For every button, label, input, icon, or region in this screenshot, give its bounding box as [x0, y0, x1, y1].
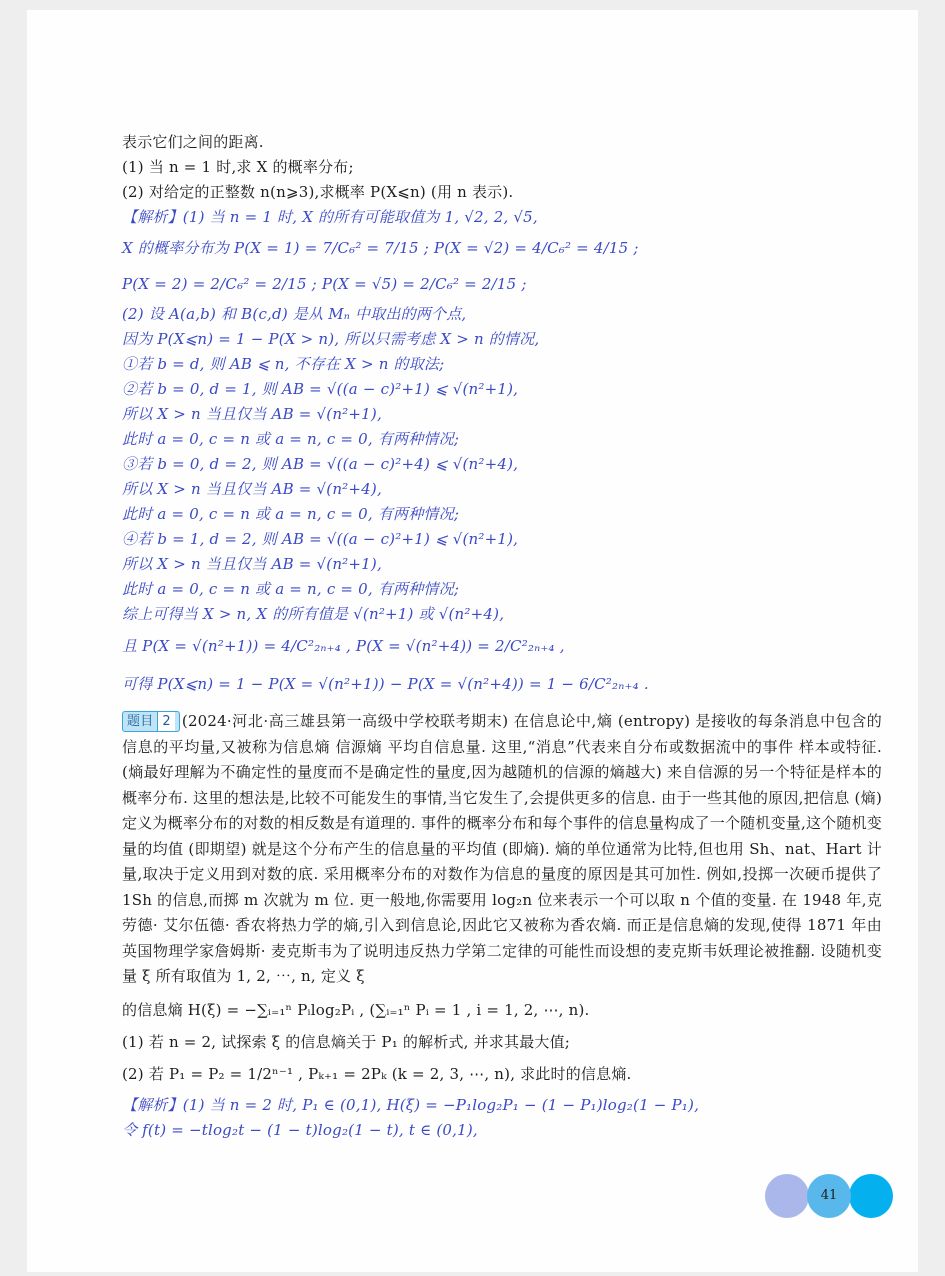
- problem1-tail-line: 表示它们之间的距离.: [122, 133, 264, 151]
- decor-circle: [849, 1174, 893, 1218]
- problem2-text: [122, 709, 882, 990]
- problem2-body: (2024·河北·高三雄县第一高级中学校联考期末) 在信息论中,熵 (entropy) 是接收的每条消息中包含的信息的平均量,又被称为信息熵 信源熵 平均自信息量. 这里,“消息”代表来自分布或数据流中的事件 样本或特征. (熵最好理解为不确定性的量度而不是确定性的量度,因为越随机的信源的熵越大) 来自信源的另一个特征是样本的概率分布. 这里的想法是,比较不可能发生的事情,当它发生了,会提供更多的信息. 由于一些其他的原因,把信息 (熵) 定义为概率分布的对数的相反数是有道理的. 事件的概率分布和每个事件的信息量构成了一个随机变量,这个随机变量的均值 (即期望) 就是这个分布产生的信息量的平均值 (即熵). 熵的单位通常为比特,但也用 Sh、nat、Hart 计量,取决于定义用到对数的底. 采用概率分布的对数作为信息的量度的原因是其可加性. 例如,投掷一次硬币提供了 1Sh 的信息,而掷 m 次就为 m 位. 更一般地,你需要用 log₂n 位来表示一个可以取 n 个值的变量. 在 1948 年,克劳德· 艾尔伍德· 香农将热力学的熵,引入到信息论,因此它又被称为香农熵. 而正是信息熵的发现,使得 1871 年由英国物理学家詹姆斯· 麦克斯韦为了说明违反热力学第二定律的可能性而设想的麦克斯韦妖理论被推翻. 设随机变量 ξ 所有取值为 1, 2, ⋯, n, 定义 ξ: [122, 712, 882, 985]
- solution1-line: ④若 b = 1, d = 2, 则 AB = √((a − c)²+1) ⩽ √(n²+1),: [122, 530, 519, 548]
- solution2-line: 令 f(t) = −tlog₂t − (1 − t)log₂(1 − t), t ∈ (0,1),: [122, 1120, 478, 1139]
- document-page: [27, 10, 918, 1272]
- solution1-line: 此时 a = 0, c = n 或 a = n, c = 0, 有两种情况;: [122, 505, 460, 523]
- solution1-line: ②若 b = 0, d = 1, 则 AB = √((a − c)²+1) ⩽ √(n²+1),: [122, 380, 519, 398]
- solution1-line: ③若 b = 0, d = 2, 则 AB = √((a − c)²+4) ⩽ √(n²+4),: [122, 455, 519, 473]
- solution1-line: 所以 X > n 当且仅当 AB = √(n²+1),: [122, 405, 382, 423]
- page-number-badge: [765, 1174, 895, 1220]
- page-number: 41: [820, 1188, 838, 1203]
- solution1-line: 【解析】(1) 当 n = 1 时, X 的所有可能取值为 1, √2, 2, √5,: [122, 208, 538, 226]
- problem1-question-2: (2) 对给定的正整数 n(n⩾3),求概率 P(X⩽n) (用 n 表示).: [122, 183, 514, 201]
- solution1-line: X 的概率分布为 P(X = 1) = 7/C₆² = 7/15 ; P(X = √2) = 4/C₆² = 4/15 ;: [122, 239, 639, 257]
- solution1-line: 综上可得当 X > n, X 的所有值是 √(n²+1) 或 √(n²+4),: [122, 605, 505, 623]
- solution1-line: (2) 设 A(a,b) 和 B(c,d) 是从 Mₙ 中取出的两个点,: [122, 305, 467, 323]
- solution1-line: 此时 a = 0, c = n 或 a = n, c = 0, 有两种情况;: [122, 580, 460, 598]
- problem2-question-2: (2) 若 P₁ = P₂ = 1/2ⁿ⁻¹ , Pₖ₊₁ = 2Pₖ (k = 2, 3, ⋯, n), 求此时的信息熵.: [122, 1064, 632, 1083]
- badge-label: 题目: [127, 714, 154, 729]
- problem2-question-1: (1) 若 n = 2, 试探索 ξ 的信息熵关于 P₁ 的解析式, 并求其最大值;: [122, 1032, 571, 1051]
- solution1-line: 所以 X > n 当且仅当 AB = √(n²+1),: [122, 555, 382, 573]
- solution1-line: 因为 P(X⩽n) = 1 − P(X > n), 所以只需考虑 X > n 的情况,: [122, 330, 540, 348]
- solution1-line: ①若 b = d, 则 AB ⩽ n, 不存在 X > n 的取法;: [122, 355, 445, 373]
- solution1-line: P(X = 2) = 2/C₆² = 2/15 ; P(X = √5) = 2/C₆² = 2/15 ;: [122, 275, 527, 293]
- problem2-definition: 的信息熵 H(ξ) = −∑ᵢ₌₁ⁿ Pᵢlog₂Pᵢ , (∑ᵢ₌₁ⁿ Pᵢ = 1 , i = 1, 2, ⋯, n).: [122, 1000, 590, 1019]
- solution1-line: 可得 P(X⩽n) = 1 − P(X = √(n²+1)) − P(X = √(n²+4)) = 1 − 6/C²₂ₙ₊₄ .: [122, 675, 649, 693]
- page-content: [122, 130, 882, 1143]
- solution1-line: 且 P(X = √(n²+1)) = 4/C²₂ₙ₊₄ , P(X = √(n²+4)) = 2/C²₂ₙ₊₄ ,: [122, 637, 565, 655]
- solution1-line: 所以 X > n 当且仅当 AB = √(n²+4),: [122, 480, 382, 498]
- problem-badge: [122, 711, 180, 732]
- decor-circle: [765, 1174, 809, 1218]
- problem1-question-1: (1) 当 n = 1 时,求 X 的概率分布;: [122, 158, 354, 176]
- badge-number: 2: [157, 712, 174, 731]
- solution1-line: 此时 a = 0, c = n 或 a = n, c = 0, 有两种情况;: [122, 430, 460, 448]
- solution2-line: 【解析】(1) 当 n = 2 时, P₁ ∈ (0,1), H(ξ) = −P₁log₂P₁ − (1 − P₁)log₂(1 − P₁),: [122, 1095, 700, 1114]
